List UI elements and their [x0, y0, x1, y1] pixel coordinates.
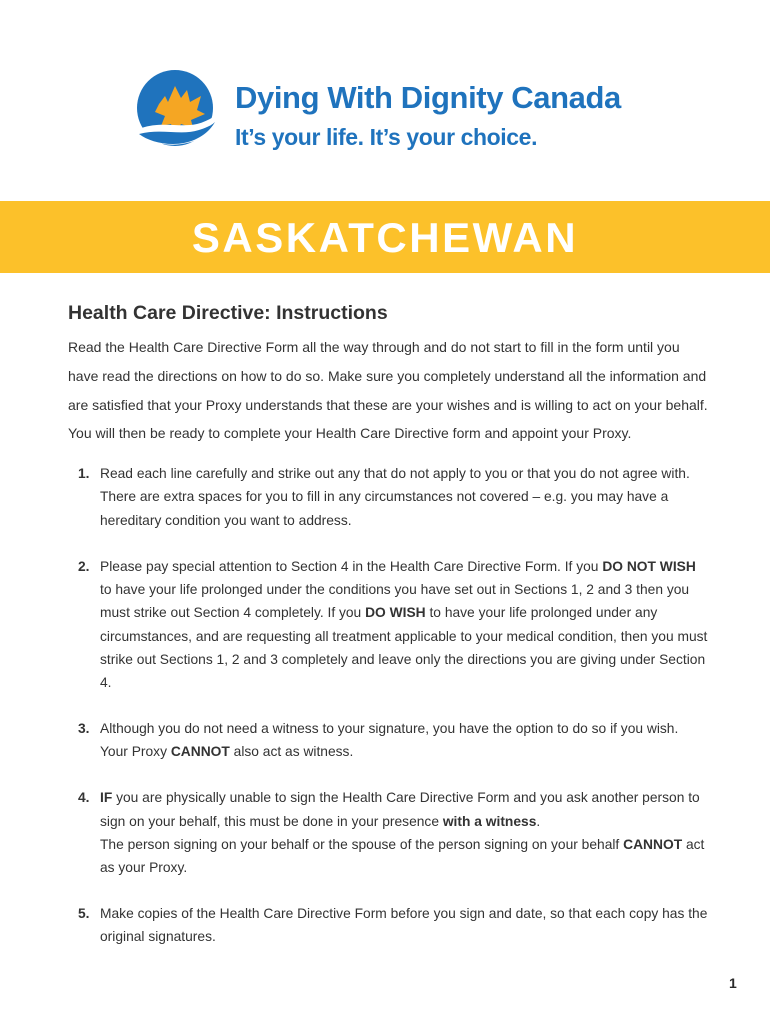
section-heading: Health Care Directive: Instructions: [68, 302, 388, 324]
item-text: to have your life prolonged under the conditions you have set out in Sections 1, 2 and 3 then you must strike out Section 4 completely. If you: [100, 581, 690, 621]
item-number: 4.: [78, 790, 90, 806]
instruction-item: [68, 717, 708, 764]
instruction-list: [68, 462, 708, 948]
instructions-section: [68, 301, 708, 971]
intro-paragraph: Read the Health Care Directive Form all the way through and do not start to fill in the form until you have read the directions on how to do so. Make sure you completely understand all the information and are satisfied that your Proxy understands that these are your wishes and is willing to act on your behalf. You will then be ready to complete your Health Care Directive form and appoint your Proxy.: [68, 339, 708, 442]
page-number: 1: [729, 975, 737, 991]
item-text: also act as witness.: [229, 744, 354, 760]
emphasis-text: IF: [100, 790, 113, 806]
item-text: Read each line carefully and strike out any that do not apply to you or that you do not agree with. There are extra spaces for you to fill in any circumstances not covered – e.g. you may have a hereditary condition you want to address.: [100, 466, 690, 528]
brand-name: Dying With Dignity Canada: [235, 80, 621, 115]
banner-title: SASKATCHEWAN: [191, 214, 579, 261]
emphasis-text: CANNOT: [623, 836, 683, 852]
emphasis-text: CANNOT: [170, 744, 230, 760]
logo: [135, 64, 655, 164]
item-number: 1.: [78, 466, 90, 482]
item-text: Although you do not need a witness to your signature, you have the option to do so if you wish. Your Proxy: [100, 721, 679, 760]
item-text: Make copies of the Health Care Directive Form before you sign and date, so that each copy has the original signatures.: [100, 906, 708, 945]
item-number: 3.: [78, 721, 90, 737]
item-text: The person signing on your behalf or the spouse of the person signing on your behalf: [100, 836, 624, 852]
item-text: to have your life prolonged under any circumstances, and are requesting all treatment applicable to your medical condition, then you must strike out Sections 1, 2 and 3 completely and leave only the directions you are giving under Section 4.: [100, 605, 708, 691]
item-text: act as your Proxy.: [100, 836, 705, 876]
maple-leaf-in-hand-icon: [135, 64, 231, 160]
item-number: 2.: [78, 558, 90, 574]
instruction-item: [68, 555, 708, 695]
instruction-item: [68, 462, 708, 532]
item-text: Please pay special attention to Section 4 in the Health Care Directive Form. If you: [100, 558, 603, 574]
brand-tagline: It’s your life. It’s your choice.: [235, 124, 538, 150]
emphasis-text: DO NOT WISH: [602, 558, 696, 574]
instruction-item: [68, 786, 708, 879]
emphasis-text: with a witness: [442, 813, 537, 829]
item-number: 5.: [78, 906, 90, 922]
item-text: you are physically unable to sign the Health Care Directive Form and you ask another person to sign on your behalf, this must be done in your presence: [100, 790, 700, 829]
province-banner: [0, 201, 770, 273]
instruction-item: [68, 902, 708, 949]
item-text: .: [536, 813, 541, 829]
emphasis-text: DO WISH: [365, 605, 426, 621]
